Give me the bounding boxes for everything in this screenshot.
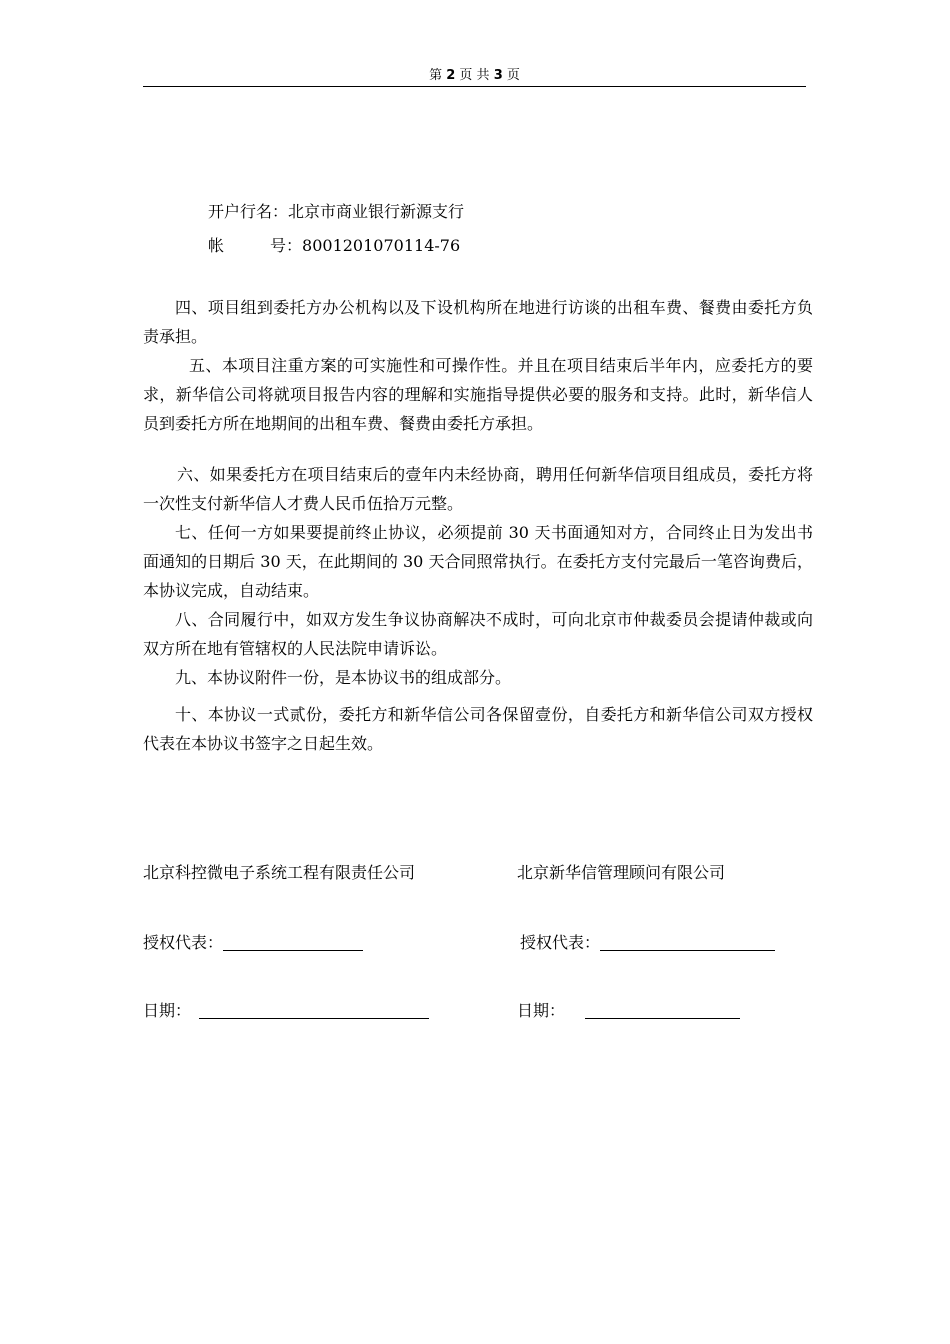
date-blank-b[interactable] bbox=[585, 1000, 740, 1019]
date-label-a: 日期： bbox=[143, 1001, 192, 1020]
party-a-company: 北京科控微电子系统工程有限责任公司 bbox=[143, 863, 416, 882]
account-label-second: 号： bbox=[270, 236, 303, 255]
account-line bbox=[208, 235, 460, 257]
party-b-date-line bbox=[517, 1000, 740, 1022]
page-number-suffix: 页 bbox=[506, 68, 520, 83]
bank-name-value: 北京市商业银行新源支行 bbox=[288, 202, 465, 221]
account-label-first: 帐 bbox=[208, 236, 225, 255]
rep-label-a: 授权代表： bbox=[143, 933, 224, 952]
account-value: 8001201070114-76 bbox=[302, 236, 461, 255]
signature-blank-b[interactable] bbox=[600, 932, 775, 951]
party-a-rep-line bbox=[143, 932, 363, 954]
clause-8: 八、合同履行中，如双方发生争议协商解决不成时，可向北京市仲裁委员会提请仲裁或向双方所在地有管辖权的人民法院申请诉讼。 bbox=[143, 610, 813, 658]
party-b-rep-line bbox=[520, 932, 775, 954]
signature-blank-a[interactable] bbox=[223, 932, 363, 951]
clause-9: 九、本协议附件一份，是本协议书的组成部分。 bbox=[175, 668, 512, 687]
bank-name-line bbox=[208, 201, 464, 223]
rep-label-b: 授权代表： bbox=[520, 933, 601, 952]
clause-7: 七、任何一方如果要提前终止协议，必须提前 30 天书面通知对方，合同终止日为发出书面通知的日期后 30 天，在此期间的 30 天合同照常执行。在委托方支付完最后一笔咨询费后，本协议完成，自动结束。 bbox=[143, 523, 813, 600]
total-pages-number: 3 bbox=[493, 68, 503, 83]
clause-6: 六、如果委托方在项目结束后的壹年内未经协商，聘用任何新华信项目组成员，委托方将一次性支付新华信人才费人民币伍拾万元整。 bbox=[143, 465, 813, 513]
page-number-prefix: 第 bbox=[429, 68, 443, 83]
date-blank-a[interactable] bbox=[199, 1000, 429, 1019]
page-header bbox=[143, 66, 806, 87]
date-label-b: 日期： bbox=[517, 1001, 566, 1020]
bank-name-label: 开户行名： bbox=[208, 202, 289, 221]
clause-10: 十、本协议一式贰份，委托方和新华信公司各保留壹份，自委托方和新华信公司双方授权代表在本协议书签字之日起生效。 bbox=[143, 705, 813, 753]
current-page-number: 2 bbox=[446, 68, 456, 83]
party-b-company: 北京新华信管理顾问有限公司 bbox=[517, 863, 726, 882]
clause-5: 五、本项目注重方案的可实施性和可操作性。并且在项目结束后半年内，应委托方的要求，新华信公司将就项目报告内容的理解和实施指导提供必要的服务和支持。此时，新华信人员到委托方所在地期间的出租车费、餐费由委托方承担。 bbox=[143, 356, 813, 433]
clause-4: 四、项目组到委托方办公机构以及下设机构所在地进行访谈的出租车费、餐费由委托方负责承担。 bbox=[143, 298, 813, 346]
party-a-date-line bbox=[143, 1000, 429, 1022]
page-number-middle: 页 共 bbox=[459, 68, 490, 83]
